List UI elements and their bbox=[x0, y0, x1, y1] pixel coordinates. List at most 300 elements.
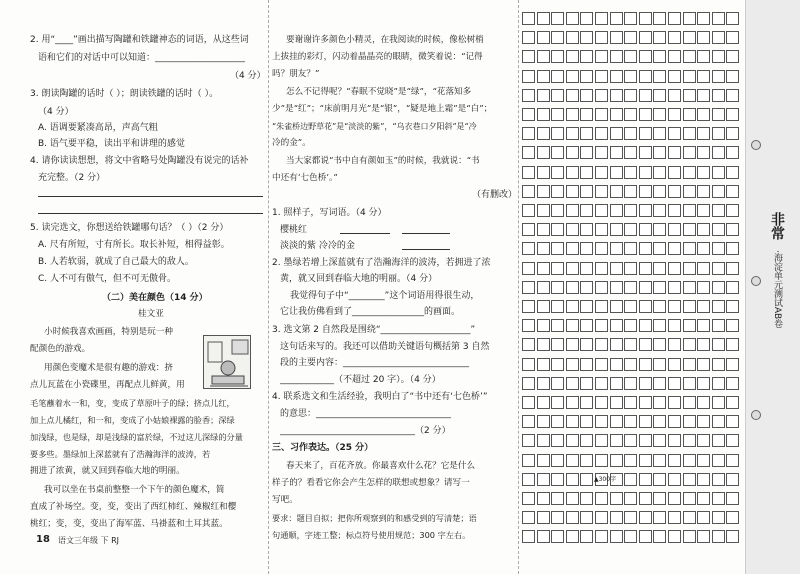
grid-cell[interactable] bbox=[580, 300, 593, 313]
grid-cell[interactable] bbox=[653, 204, 666, 217]
grid-cell[interactable] bbox=[522, 492, 535, 505]
grid-cell[interactable] bbox=[522, 31, 535, 44]
grid-cell[interactable] bbox=[683, 530, 696, 543]
grid-cell[interactable] bbox=[551, 127, 564, 140]
grid-cell[interactable] bbox=[566, 454, 579, 467]
grid-cell[interactable] bbox=[639, 262, 652, 275]
grid-cell[interactable] bbox=[639, 204, 652, 217]
grid-cell[interactable] bbox=[683, 396, 696, 409]
grid-cell[interactable] bbox=[595, 262, 608, 275]
grid-cell[interactable] bbox=[595, 377, 608, 390]
grid-cell[interactable] bbox=[639, 511, 652, 524]
grid-cell[interactable] bbox=[639, 146, 652, 159]
grid-cell[interactable] bbox=[522, 204, 535, 217]
grid-cell[interactable] bbox=[595, 319, 608, 332]
grid-cell[interactable] bbox=[566, 204, 579, 217]
grid-cell[interactable] bbox=[537, 127, 550, 140]
grid-cell[interactable] bbox=[653, 223, 666, 236]
grid-cell[interactable] bbox=[697, 89, 710, 102]
grid-cell[interactable] bbox=[653, 511, 666, 524]
grid-cell[interactable] bbox=[624, 146, 637, 159]
grid-cell[interactable] bbox=[566, 223, 579, 236]
grid-cell[interactable] bbox=[610, 70, 623, 83]
grid-cell[interactable] bbox=[683, 108, 696, 121]
grid-cell[interactable] bbox=[653, 89, 666, 102]
grid-cell[interactable] bbox=[522, 166, 535, 179]
grid-cell[interactable] bbox=[551, 511, 564, 524]
grid-cell[interactable] bbox=[726, 50, 739, 63]
grid-cell[interactable] bbox=[595, 166, 608, 179]
grid-cell[interactable] bbox=[566, 50, 579, 63]
grid-cell[interactable] bbox=[580, 127, 593, 140]
grid-cell[interactable] bbox=[653, 319, 666, 332]
grid-cell[interactable] bbox=[522, 146, 535, 159]
grid-cell[interactable] bbox=[668, 281, 681, 294]
grid-cell[interactable] bbox=[697, 358, 710, 371]
grid-cell[interactable] bbox=[639, 396, 652, 409]
grid-cell[interactable] bbox=[595, 185, 608, 198]
grid-cell[interactable] bbox=[537, 223, 550, 236]
grid-cell[interactable] bbox=[551, 262, 564, 275]
grid-cell[interactable] bbox=[683, 70, 696, 83]
grid-cell[interactable] bbox=[580, 511, 593, 524]
grid-cell[interactable] bbox=[726, 338, 739, 351]
grid-cell[interactable] bbox=[610, 511, 623, 524]
grid-cell[interactable] bbox=[624, 492, 637, 505]
grid-cell[interactable] bbox=[566, 377, 579, 390]
grid-cell[interactable] bbox=[610, 377, 623, 390]
grid-cell[interactable] bbox=[639, 70, 652, 83]
grid-cell[interactable] bbox=[566, 262, 579, 275]
grid-cell[interactable] bbox=[683, 146, 696, 159]
grid-cell[interactable] bbox=[551, 377, 564, 390]
grid-cell[interactable] bbox=[580, 223, 593, 236]
grid-cell[interactable] bbox=[697, 281, 710, 294]
grid-cell[interactable] bbox=[639, 185, 652, 198]
grid-cell[interactable] bbox=[566, 511, 579, 524]
grid-cell[interactable] bbox=[653, 50, 666, 63]
grid-cell[interactable] bbox=[566, 415, 579, 428]
grid-cell[interactable] bbox=[697, 530, 710, 543]
grid-cell[interactable] bbox=[551, 108, 564, 121]
grid-cell[interactable] bbox=[668, 89, 681, 102]
grid-cell[interactable] bbox=[537, 185, 550, 198]
grid-cell[interactable] bbox=[537, 166, 550, 179]
grid-cell[interactable] bbox=[653, 358, 666, 371]
grid-cell[interactable] bbox=[537, 70, 550, 83]
grid-cell[interactable] bbox=[595, 300, 608, 313]
grid-cell[interactable] bbox=[566, 319, 579, 332]
grid-cell[interactable] bbox=[639, 31, 652, 44]
grid-cell[interactable] bbox=[639, 281, 652, 294]
grid-cell[interactable] bbox=[580, 50, 593, 63]
grid-cell[interactable] bbox=[580, 473, 593, 486]
grid-cell[interactable] bbox=[566, 127, 579, 140]
grid-cell[interactable] bbox=[639, 434, 652, 447]
grid-cell[interactable] bbox=[551, 31, 564, 44]
grid-cell[interactable] bbox=[697, 50, 710, 63]
answer-line[interactable] bbox=[402, 233, 450, 234]
grid-cell[interactable] bbox=[653, 262, 666, 275]
grid-cell[interactable] bbox=[712, 127, 725, 140]
grid-cell[interactable] bbox=[610, 50, 623, 63]
grid-cell[interactable] bbox=[653, 242, 666, 255]
grid-cell[interactable] bbox=[595, 434, 608, 447]
grid-cell[interactable] bbox=[726, 262, 739, 275]
grid-cell[interactable] bbox=[683, 492, 696, 505]
grid-cell[interactable] bbox=[580, 281, 593, 294]
grid-cell[interactable] bbox=[537, 511, 550, 524]
grid-cell[interactable] bbox=[624, 434, 637, 447]
grid-cell[interactable] bbox=[610, 12, 623, 25]
grid-cell[interactable] bbox=[683, 223, 696, 236]
grid-cell[interactable] bbox=[537, 281, 550, 294]
grid-cell[interactable] bbox=[537, 12, 550, 25]
grid-cell[interactable] bbox=[566, 12, 579, 25]
grid-cell[interactable] bbox=[595, 492, 608, 505]
grid-cell[interactable] bbox=[522, 89, 535, 102]
grid-cell[interactable] bbox=[639, 89, 652, 102]
grid-cell[interactable] bbox=[551, 185, 564, 198]
grid-cell[interactable] bbox=[595, 127, 608, 140]
grid-cell[interactable] bbox=[668, 185, 681, 198]
grid-cell[interactable] bbox=[522, 434, 535, 447]
grid-cell[interactable] bbox=[726, 396, 739, 409]
grid-cell[interactable] bbox=[551, 204, 564, 217]
grid-cell[interactable] bbox=[683, 262, 696, 275]
grid-cell[interactable] bbox=[537, 50, 550, 63]
grid-cell[interactable] bbox=[697, 415, 710, 428]
grid-cell[interactable] bbox=[566, 338, 579, 351]
grid-cell[interactable] bbox=[624, 262, 637, 275]
grid-cell[interactable] bbox=[537, 319, 550, 332]
grid-cell[interactable] bbox=[610, 89, 623, 102]
grid-cell[interactable] bbox=[610, 396, 623, 409]
grid-cell[interactable] bbox=[653, 31, 666, 44]
grid-cell[interactable] bbox=[566, 166, 579, 179]
grid-cell[interactable] bbox=[624, 377, 637, 390]
grid-cell[interactable] bbox=[683, 377, 696, 390]
grid-cell[interactable] bbox=[522, 415, 535, 428]
grid-cell[interactable] bbox=[580, 166, 593, 179]
grid-cell[interactable] bbox=[537, 396, 550, 409]
grid-cell[interactable] bbox=[595, 338, 608, 351]
grid-cell[interactable] bbox=[566, 146, 579, 159]
grid-cell[interactable] bbox=[551, 146, 564, 159]
grid-cell[interactable] bbox=[580, 185, 593, 198]
grid-cell[interactable] bbox=[683, 434, 696, 447]
grid-cell[interactable] bbox=[566, 300, 579, 313]
grid-cell[interactable] bbox=[624, 454, 637, 467]
grid-cell[interactable] bbox=[595, 146, 608, 159]
grid-cell[interactable] bbox=[610, 31, 623, 44]
grid-cell[interactable] bbox=[697, 70, 710, 83]
grid-cell[interactable] bbox=[653, 146, 666, 159]
grid-cell[interactable] bbox=[683, 300, 696, 313]
grid-cell[interactable] bbox=[712, 89, 725, 102]
grid-cell[interactable] bbox=[697, 127, 710, 140]
grid-cell[interactable] bbox=[653, 338, 666, 351]
grid-cell[interactable] bbox=[653, 166, 666, 179]
grid-cell[interactable] bbox=[653, 415, 666, 428]
grid-cell[interactable] bbox=[683, 281, 696, 294]
grid-cell[interactable] bbox=[668, 338, 681, 351]
grid-cell[interactable] bbox=[697, 204, 710, 217]
grid-cell[interactable] bbox=[712, 12, 725, 25]
grid-cell[interactable] bbox=[522, 319, 535, 332]
grid-cell[interactable] bbox=[522, 108, 535, 121]
grid-cell[interactable] bbox=[537, 434, 550, 447]
grid-cell[interactable] bbox=[610, 300, 623, 313]
grid-cell[interactable] bbox=[683, 31, 696, 44]
grid-cell[interactable] bbox=[712, 185, 725, 198]
grid-cell[interactable] bbox=[683, 319, 696, 332]
grid-cell[interactable] bbox=[683, 338, 696, 351]
grid-cell[interactable] bbox=[697, 338, 710, 351]
grid-cell[interactable] bbox=[712, 338, 725, 351]
grid-cell[interactable] bbox=[697, 185, 710, 198]
grid-cell[interactable] bbox=[653, 12, 666, 25]
grid-cell[interactable] bbox=[624, 166, 637, 179]
grid-cell[interactable] bbox=[537, 108, 550, 121]
grid-cell[interactable] bbox=[683, 511, 696, 524]
grid-cell[interactable] bbox=[683, 454, 696, 467]
grid-cell[interactable] bbox=[595, 223, 608, 236]
grid-cell[interactable] bbox=[522, 377, 535, 390]
grid-cell[interactable] bbox=[610, 338, 623, 351]
grid-cell[interactable] bbox=[668, 319, 681, 332]
grid-cell[interactable] bbox=[595, 204, 608, 217]
grid-cell[interactable] bbox=[697, 242, 710, 255]
grid-cell[interactable] bbox=[726, 434, 739, 447]
grid-cell[interactable] bbox=[537, 338, 550, 351]
grid-cell[interactable] bbox=[683, 473, 696, 486]
grid-cell[interactable] bbox=[668, 358, 681, 371]
grid-cell[interactable] bbox=[668, 146, 681, 159]
grid-cell[interactable] bbox=[697, 319, 710, 332]
grid-cell[interactable] bbox=[653, 70, 666, 83]
grid-cell[interactable] bbox=[653, 530, 666, 543]
grid-cell[interactable] bbox=[683, 127, 696, 140]
grid-cell[interactable] bbox=[624, 185, 637, 198]
grid-cell[interactable] bbox=[595, 415, 608, 428]
grid-cell[interactable] bbox=[639, 530, 652, 543]
grid-cell[interactable] bbox=[697, 492, 710, 505]
grid-cell[interactable] bbox=[551, 415, 564, 428]
grid-cell[interactable] bbox=[726, 377, 739, 390]
grid-cell[interactable] bbox=[610, 358, 623, 371]
grid-cell[interactable] bbox=[712, 300, 725, 313]
grid-cell[interactable] bbox=[566, 242, 579, 255]
grid-cell[interactable] bbox=[566, 89, 579, 102]
grid-cell[interactable] bbox=[522, 300, 535, 313]
grid-cell[interactable] bbox=[697, 166, 710, 179]
grid-cell[interactable] bbox=[668, 70, 681, 83]
grid-cell[interactable] bbox=[712, 281, 725, 294]
grid-cell[interactable] bbox=[522, 454, 535, 467]
grid-cell[interactable] bbox=[697, 434, 710, 447]
grid-cell[interactable] bbox=[697, 31, 710, 44]
grid-cell[interactable] bbox=[580, 108, 593, 121]
grid-cell[interactable] bbox=[712, 70, 725, 83]
grid-cell[interactable] bbox=[639, 50, 652, 63]
grid-cell[interactable] bbox=[537, 89, 550, 102]
grid-cell[interactable] bbox=[595, 242, 608, 255]
grid-cell[interactable] bbox=[683, 166, 696, 179]
grid-cell[interactable] bbox=[697, 108, 710, 121]
grid-cell[interactable] bbox=[595, 31, 608, 44]
grid-cell[interactable] bbox=[537, 415, 550, 428]
grid-cell[interactable] bbox=[668, 454, 681, 467]
grid-cell[interactable] bbox=[522, 473, 535, 486]
grid-cell[interactable] bbox=[697, 454, 710, 467]
grid-cell[interactable] bbox=[537, 242, 550, 255]
grid-cell[interactable] bbox=[726, 12, 739, 25]
answer-line[interactable] bbox=[38, 213, 263, 214]
grid-cell[interactable] bbox=[595, 454, 608, 467]
grid-cell[interactable] bbox=[595, 396, 608, 409]
grid-cell[interactable] bbox=[566, 31, 579, 44]
grid-cell[interactable] bbox=[595, 89, 608, 102]
grid-cell[interactable] bbox=[566, 70, 579, 83]
grid-cell[interactable] bbox=[639, 127, 652, 140]
grid-cell[interactable] bbox=[712, 473, 725, 486]
grid-cell[interactable] bbox=[624, 108, 637, 121]
grid-cell[interactable] bbox=[668, 166, 681, 179]
grid-cell[interactable] bbox=[624, 281, 637, 294]
grid-cell[interactable] bbox=[580, 415, 593, 428]
grid-cell[interactable] bbox=[537, 300, 550, 313]
grid-cell[interactable] bbox=[726, 319, 739, 332]
grid-cell[interactable] bbox=[522, 281, 535, 294]
grid-cell[interactable] bbox=[610, 319, 623, 332]
grid-cell[interactable] bbox=[639, 242, 652, 255]
grid-cell[interactable] bbox=[668, 108, 681, 121]
grid-cell[interactable] bbox=[610, 492, 623, 505]
grid-cell[interactable] bbox=[726, 281, 739, 294]
grid-cell[interactable] bbox=[610, 415, 623, 428]
grid-cell[interactable] bbox=[712, 377, 725, 390]
grid-cell[interactable] bbox=[683, 185, 696, 198]
grid-cell[interactable] bbox=[624, 511, 637, 524]
grid-cell[interactable] bbox=[537, 31, 550, 44]
grid-cell[interactable] bbox=[522, 530, 535, 543]
grid-cell[interactable] bbox=[668, 511, 681, 524]
grid-cell[interactable] bbox=[610, 108, 623, 121]
grid-cell[interactable] bbox=[712, 511, 725, 524]
grid-cell[interactable] bbox=[610, 204, 623, 217]
grid-cell[interactable] bbox=[624, 358, 637, 371]
grid-cell[interactable] bbox=[639, 358, 652, 371]
grid-cell[interactable] bbox=[595, 358, 608, 371]
grid-cell[interactable] bbox=[653, 281, 666, 294]
grid-cell[interactable] bbox=[624, 223, 637, 236]
grid-cell[interactable] bbox=[595, 511, 608, 524]
grid-cell[interactable] bbox=[551, 281, 564, 294]
grid-cell[interactable] bbox=[580, 89, 593, 102]
grid-cell[interactable] bbox=[726, 454, 739, 467]
grid-cell[interactable] bbox=[726, 530, 739, 543]
grid-cell[interactable] bbox=[639, 166, 652, 179]
grid-cell[interactable] bbox=[697, 262, 710, 275]
grid-cell[interactable] bbox=[712, 223, 725, 236]
grid-cell[interactable] bbox=[668, 473, 681, 486]
grid-cell[interactable] bbox=[726, 415, 739, 428]
grid-cell[interactable] bbox=[537, 377, 550, 390]
grid-cell[interactable] bbox=[580, 146, 593, 159]
grid-cell[interactable] bbox=[610, 223, 623, 236]
grid-cell[interactable] bbox=[624, 70, 637, 83]
grid-cell[interactable] bbox=[580, 358, 593, 371]
grid-cell[interactable] bbox=[653, 108, 666, 121]
grid-cell[interactable] bbox=[595, 50, 608, 63]
grid-cell[interactable] bbox=[639, 300, 652, 313]
grid-cell[interactable] bbox=[712, 31, 725, 44]
grid-cell[interactable] bbox=[595, 70, 608, 83]
grid-cell[interactable] bbox=[551, 358, 564, 371]
grid-cell[interactable] bbox=[566, 281, 579, 294]
grid-cell[interactable] bbox=[624, 242, 637, 255]
grid-cell[interactable] bbox=[712, 146, 725, 159]
grid-cell[interactable] bbox=[668, 530, 681, 543]
grid-cell[interactable] bbox=[595, 108, 608, 121]
grid-cell[interactable] bbox=[566, 396, 579, 409]
grid-cell[interactable] bbox=[653, 127, 666, 140]
grid-cell[interactable] bbox=[668, 262, 681, 275]
grid-cell[interactable] bbox=[551, 89, 564, 102]
grid-cell[interactable] bbox=[522, 223, 535, 236]
grid-cell[interactable] bbox=[537, 358, 550, 371]
grid-cell[interactable] bbox=[697, 473, 710, 486]
grid-cell[interactable] bbox=[522, 50, 535, 63]
grid-cell[interactable] bbox=[551, 319, 564, 332]
grid-cell[interactable] bbox=[537, 146, 550, 159]
grid-cell[interactable] bbox=[566, 530, 579, 543]
grid-cell[interactable] bbox=[537, 473, 550, 486]
grid-cell[interactable] bbox=[712, 166, 725, 179]
grid-cell[interactable] bbox=[595, 530, 608, 543]
grid-cell[interactable] bbox=[639, 338, 652, 351]
grid-cell[interactable] bbox=[712, 492, 725, 505]
grid-cell[interactable] bbox=[580, 319, 593, 332]
grid-cell[interactable] bbox=[726, 108, 739, 121]
grid-cell[interactable] bbox=[624, 473, 637, 486]
grid-cell[interactable] bbox=[697, 377, 710, 390]
grid-cell[interactable] bbox=[668, 300, 681, 313]
grid-cell[interactable] bbox=[522, 511, 535, 524]
grid-cell[interactable] bbox=[726, 242, 739, 255]
grid-cell[interactable] bbox=[537, 492, 550, 505]
grid-cell[interactable] bbox=[551, 166, 564, 179]
grid-cell[interactable] bbox=[522, 12, 535, 25]
grid-cell[interactable] bbox=[522, 338, 535, 351]
grid-cell[interactable] bbox=[653, 396, 666, 409]
grid-cell[interactable] bbox=[537, 204, 550, 217]
grid-cell[interactable] bbox=[697, 223, 710, 236]
grid-cell[interactable] bbox=[580, 454, 593, 467]
grid-cell[interactable] bbox=[683, 358, 696, 371]
grid-cell[interactable] bbox=[726, 89, 739, 102]
grid-cell[interactable] bbox=[639, 473, 652, 486]
grid-cell[interactable] bbox=[566, 492, 579, 505]
grid-cell[interactable] bbox=[668, 415, 681, 428]
grid-cell[interactable] bbox=[580, 396, 593, 409]
grid-cell[interactable] bbox=[668, 492, 681, 505]
grid-cell[interactable] bbox=[639, 415, 652, 428]
grid-cell[interactable] bbox=[522, 396, 535, 409]
grid-cell[interactable] bbox=[668, 396, 681, 409]
grid-cell[interactable] bbox=[624, 415, 637, 428]
